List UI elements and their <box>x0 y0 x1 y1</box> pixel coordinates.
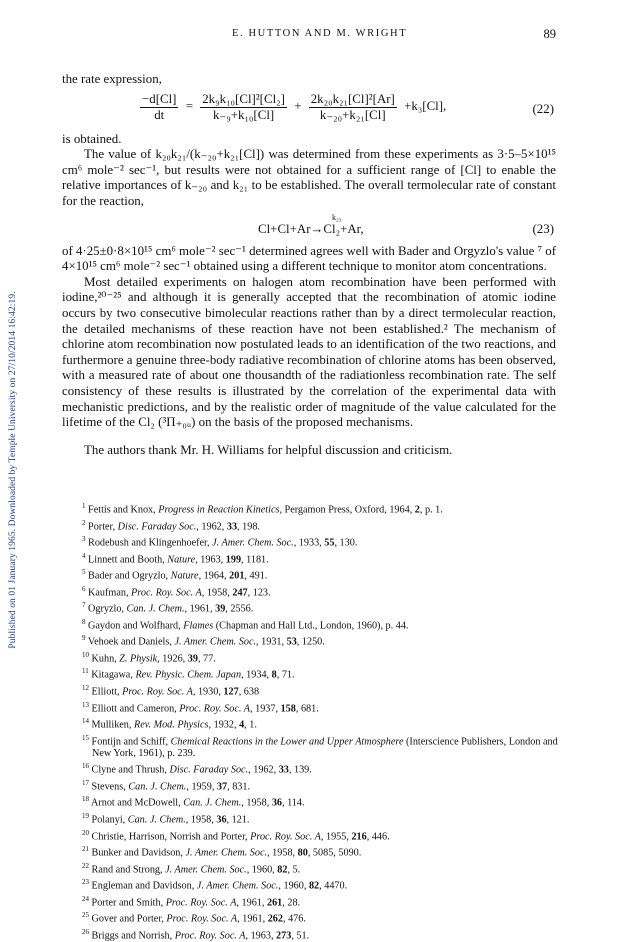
ref-end: , 638 <box>238 686 260 698</box>
ref-rest: , 1960, <box>278 880 309 892</box>
ref-volume: 33 <box>226 520 238 532</box>
ref-authors: Bunker and Davidson, <box>91 847 186 859</box>
ref-number: 1 <box>82 502 86 510</box>
reference-item <box>82 843 562 860</box>
ref-authors: Rodebush and Klingenhoefer, <box>88 537 213 549</box>
ref-volume: 82 <box>277 864 288 876</box>
ref-end: , 5. <box>287 864 301 876</box>
ref-end: , 77. <box>197 653 216 665</box>
ref-number: 7 <box>82 601 86 610</box>
ref-title: Disc. Faraday Soc. <box>117 520 197 532</box>
ref-rest: , 1932, <box>208 719 240 731</box>
ref-volume: 273 <box>276 930 292 942</box>
ref-title: J. Amer. Chem. Soc. <box>174 636 257 648</box>
reference-item <box>82 665 562 682</box>
page-number: 89 <box>543 27 556 41</box>
reference-item <box>82 909 562 926</box>
reference-item <box>82 682 562 699</box>
ref-title: Proc. Roy. Soc. A <box>250 830 321 842</box>
ref-volume: 55 <box>324 537 335 549</box>
eq22-term1-num: 2k₉k₁₀[Cl]²[Cl₂] <box>202 91 285 106</box>
ref-end: , 4470. <box>319 880 348 892</box>
reference-item <box>82 566 562 583</box>
ref-rest: , 1959, <box>186 781 217 793</box>
paragraph-2: of 4·25±0·8×10¹⁵ cm⁶ mole⁻² sec⁻¹ determined agrees well with Bader and Orgyzlo's value ⁷ of 4×10¹⁵ cm⁶ mole⁻² sec⁻¹ obtained using a different technique to monitor atom concentrations. <box>62 243 556 274</box>
ref-authors: Bader and Ogryzlo, <box>88 570 171 582</box>
ref-authors: Porter, <box>88 520 118 532</box>
ref-title: Z. Physik <box>119 653 158 665</box>
ref-end: , 28. <box>282 897 301 909</box>
ref-number: 10 <box>82 650 89 659</box>
ref-number: 24 <box>82 894 89 903</box>
ref-rest: , 1963, <box>245 930 277 942</box>
ref-volume: 53 <box>286 636 297 648</box>
ref-title: Progress in Reaction Kinetics <box>158 504 280 516</box>
ref-end: , 5085, 5090. <box>307 847 362 859</box>
equation-number-23: (23) <box>532 221 554 236</box>
ref-rest: , 1962, <box>248 764 279 776</box>
ref-title: Proc. Roy. Soc. A <box>174 930 246 942</box>
ref-title: Chemical Reactions in the Lower and Upper Atmosphere <box>170 736 404 748</box>
ref-volume: 2 <box>414 504 420 516</box>
ref-volume: 37 <box>216 781 228 793</box>
eq22-term2-num: 2k₂₀k₂₁[Cl]²[Ar] <box>310 91 395 106</box>
ref-authors: Engleman and Davidson, <box>91 880 197 892</box>
ref-authors: Fettis and Knox, <box>88 504 159 516</box>
reference-item <box>82 876 562 893</box>
ref-title: Proc. Roy. Soc. A <box>122 686 193 698</box>
ref-authors: Fontijn and Schiff, <box>91 736 171 748</box>
ref-number: 19 <box>82 812 89 820</box>
ref-volume: 261 <box>266 897 283 909</box>
ref-title: J. Amer. Chem. Soc. <box>212 537 294 549</box>
ref-title: Can. J. Chem. <box>183 797 242 809</box>
reference-item <box>82 760 562 777</box>
ref-rest: , 1930, <box>192 686 224 698</box>
ref-number: 5 <box>82 568 86 577</box>
ref-volume: 262 <box>267 913 283 925</box>
ref-number: 17 <box>82 778 89 787</box>
reference-item <box>82 827 562 844</box>
ref-title: Proc. Roy. Soc. A <box>166 913 238 925</box>
ref-authors: Kuhn, <box>91 653 120 665</box>
ref-title: Can. J. Chem. <box>127 814 186 826</box>
ref-title: Proc. Roy. Soc. A <box>179 702 250 714</box>
ref-number: 6 <box>82 584 86 593</box>
ref-end: , 2556. <box>225 603 254 615</box>
ref-rest: , 1931, <box>256 636 287 648</box>
ref-rest: , 1955, <box>320 830 352 842</box>
ref-number: 25 <box>82 911 89 920</box>
ref-end: , 1250. <box>296 636 325 648</box>
ref-title: Rev. Mod. Physics <box>134 719 209 731</box>
ref-rest: , 1962, <box>196 520 227 532</box>
ref-end: , 71. <box>276 669 295 681</box>
ref-rest: , 1958, <box>185 814 217 826</box>
reference-item <box>82 810 562 827</box>
ref-end: , 476. <box>282 913 306 925</box>
eq22-term1-den: k₋₉+k₁₀[Cl] <box>212 107 275 122</box>
ref-end: , 121. <box>226 814 250 826</box>
ref-end: , 446. <box>366 830 390 842</box>
ref-rest: , 1964, <box>198 570 230 582</box>
reference-item <box>82 926 562 942</box>
ref-authors: Christie, Harrison, Norrish and Porter, <box>91 830 251 842</box>
ref-rest: , 1934, <box>241 669 272 681</box>
ref-end: , 831. <box>227 781 251 793</box>
ref-authors: Mulliken, <box>91 719 134 731</box>
ref-end: , 123. <box>247 587 271 599</box>
reference-item <box>82 649 562 666</box>
obtained-line: is obtained. <box>62 131 122 146</box>
ref-title: Can. J. Chem. <box>126 603 185 615</box>
equation-23 <box>62 210 556 244</box>
running-head: E. HUTTON AND M. WRIGHT <box>232 28 408 39</box>
ref-number: 2 <box>82 518 86 527</box>
reference-item <box>82 616 562 633</box>
reference-list <box>82 500 562 942</box>
ref-end: , 198. <box>237 520 260 532</box>
ref-end: , 681. <box>295 702 319 714</box>
ref-authors: Elliott and Cameron, <box>91 702 180 714</box>
ref-volume: 158 <box>280 702 296 714</box>
reference-item <box>82 777 562 794</box>
reference-item <box>82 715 562 732</box>
ref-authors: Kaufman, <box>88 587 132 599</box>
ref-number: 16 <box>82 762 89 771</box>
eq22-tail: +k₃[Cl], <box>404 99 447 114</box>
ref-number: 26 <box>82 927 89 936</box>
ref-number: 23 <box>82 878 89 887</box>
ref-volume: 82 <box>308 880 320 892</box>
ref-title: Proc. Roy. Soc. A <box>165 897 237 909</box>
eq22-plus: + <box>294 99 302 114</box>
ref-number: 11 <box>82 667 89 676</box>
equation-22 <box>62 88 556 132</box>
reference-item <box>82 550 562 567</box>
ref-end: , 491. <box>244 570 268 582</box>
paragraph-3: Most detailed experiments on halogen atom recombination have been performed with iodine,²⁰⁻²⁵ and although it is generally accepted that the recombination of atomic iodine occurs by two consecutive bimolecular reactions rather than by a direct termolecular reaction, the detailed mechanisms of these reaction have not been established.² The mechanism of chlorine atom recombination now postulated leads to an identification of the two reactions, and furthermore a genuine three-body radiative recombination of chlorine atoms has been observed, with a measured rate of about one thousandth of the radiationless recombination rate. The self consistency of these results is illustrated by the correlation of the experimental data with mechanistic predictions, and by the realistic order of magnitude of the value calculated for the lifetime of the Cl₂ (³Π₊₀ᵤ) on the basis of the proposed mechanisms. <box>62 274 556 430</box>
reference-item <box>82 632 562 649</box>
ref-end: , 130. <box>334 537 358 549</box>
ref-authors: Clyne and Thrush, <box>91 764 170 776</box>
reference-item <box>82 732 562 761</box>
reference-item <box>82 793 562 810</box>
ref-title: Proc. Roy. Soc. A <box>131 587 202 599</box>
ref-end: , 139. <box>288 764 312 776</box>
reference-item <box>82 533 562 550</box>
eq22-term2-den: k₋₂₀+k₂₁[Cl] <box>319 107 386 122</box>
ref-end: , 51. <box>291 930 310 942</box>
ref-authors: Vehoek and Daniels, <box>87 636 175 648</box>
ref-authors: Gover and Porter, <box>91 913 167 925</box>
ref-volume: 36 <box>216 814 227 826</box>
ref-number: 13 <box>82 700 89 709</box>
ref-volume: 247 <box>232 587 248 599</box>
reference-item <box>82 500 562 517</box>
ref-number: 21 <box>82 845 89 854</box>
reference-item <box>82 517 562 534</box>
ref-end: , p. 1. <box>419 504 443 516</box>
ref-volume: 80 <box>297 847 308 859</box>
ref-rest: , Pergamon Press, Oxford, 1964, <box>279 504 415 516</box>
ref-number: 4 <box>82 551 86 560</box>
eq22-lhs <box>140 92 178 123</box>
ref-rest: , 1958, <box>267 847 298 859</box>
ref-rest: , 1961, <box>184 603 216 615</box>
ref-authors: Linnett and Booth, <box>88 554 168 566</box>
ref-title: Can. J. Chem. <box>128 781 187 793</box>
ref-volume: 216 <box>351 830 367 842</box>
ref-end: , 114. <box>282 797 305 809</box>
ref-authors: Gaydon and Wolfhard, <box>88 620 184 632</box>
ref-rest: , 1960, <box>246 864 278 876</box>
ref-volume: 201 <box>229 570 245 582</box>
reference-item <box>82 860 562 877</box>
ref-rest: (Chapman and Hall Ltd., London, 1960), p. 44. <box>213 620 409 632</box>
eq22-term1 <box>200 92 287 123</box>
ref-authors: Polanyi, <box>91 814 128 826</box>
ref-title: Nature <box>170 570 199 582</box>
ref-volume: 127 <box>223 686 239 698</box>
ref-authors: Porter and Smith, <box>91 897 166 909</box>
ref-authors: Briggs and Norrish, <box>91 930 175 942</box>
eq22-equals: = <box>185 99 193 114</box>
ref-rest: , 1958, <box>201 587 233 599</box>
ref-end: , 1. <box>244 719 257 731</box>
reference-item <box>82 893 562 910</box>
ref-volume: 39 <box>187 653 198 665</box>
ref-rest: , 1937, <box>250 702 281 714</box>
reference-item <box>82 699 562 716</box>
ref-rest: (Interscience Publishers, London and New York, 1961), p. 239. <box>92 736 558 760</box>
ref-title: Flames <box>183 620 214 632</box>
ref-number: 15 <box>82 733 89 742</box>
paragraph-1: The value of k₂₀k₂₁/(k₋₂₀+k₂₁[Cl]) was determined from these experiments as 3·5–5×10¹⁵ cm⁶ mole⁻² sec⁻¹, but results were not obtained for a sufficient range of [Cl] to enable the relative importances of k₋₂₀ and k₂₁ to be established. The overall termolecular rate of constant for the reaction, <box>62 147 556 208</box>
equation-number-22: (22) <box>532 101 554 116</box>
ref-number: 22 <box>82 861 89 870</box>
eq22-term2 <box>309 92 397 123</box>
acknowledgement: The authors thank Mr. H. Williams for helpful discussion and criticism. <box>84 442 453 457</box>
ref-volume: 36 <box>271 797 282 809</box>
ref-authors: Arnot and McDowell, <box>90 797 184 809</box>
ref-volume: 39 <box>215 603 226 615</box>
ref-number: 3 <box>82 535 86 544</box>
ref-title: J. Amer. Chem. Soc. <box>185 847 268 859</box>
ref-authors: Elliott, <box>91 686 123 698</box>
ref-title: Rev. Physic. Chem. Japan <box>135 669 242 681</box>
ref-number: 9 <box>82 634 86 643</box>
ref-rest: , 1933, <box>293 537 325 549</box>
body-text <box>62 72 556 458</box>
ref-volume: 8 <box>271 669 277 681</box>
reference-item <box>82 583 562 600</box>
ref-title: J. Amer. Chem. Soc. <box>196 880 279 892</box>
ref-authors: Kitagawa, <box>91 669 136 681</box>
ref-rest: , 1963, <box>195 554 226 566</box>
ref-end: , 1181. <box>241 554 269 566</box>
ref-number: 12 <box>82 684 89 693</box>
ref-title: J. Amer. Chem. Soc. <box>165 864 247 876</box>
download-watermark <box>0 0 26 936</box>
ref-authors: Rand and Strong, <box>91 864 166 876</box>
eq22-lhs-num: −d[Cl] <box>142 91 177 106</box>
eq23-rate-label: k₂₃ <box>332 212 342 222</box>
page-header <box>0 28 624 44</box>
ref-volume: 4 <box>239 719 245 731</box>
ref-title: Nature <box>167 554 196 566</box>
ref-rest: , 1961, <box>236 897 267 909</box>
ref-number: 8 <box>82 617 86 626</box>
eq23-text: Cl+Cl+Ar→Cl₂+Ar, <box>258 221 364 236</box>
ref-rest: , 1958, <box>241 797 272 809</box>
ref-volume: 199 <box>225 554 242 566</box>
ref-volume: 33 <box>278 764 289 776</box>
reference-item <box>82 599 562 616</box>
ref-authors: Stevens, <box>91 781 129 793</box>
ref-title: Disc. Faraday Soc. <box>169 764 249 776</box>
intro-line: the rate expression, <box>62 72 162 86</box>
download-note: Published on 01 January 1965. Downloaded by Temple University on 27/10/2014 16:42:19. <box>8 291 18 649</box>
ref-number: 14 <box>82 717 89 726</box>
ref-number: 20 <box>82 828 89 837</box>
eq22-lhs-den: dt <box>154 107 165 122</box>
ref-authors: Ogryzlo, <box>88 603 127 615</box>
ref-rest: , 1926, <box>157 653 188 665</box>
ref-number: 18 <box>82 795 89 804</box>
ref-rest: , 1961, <box>237 913 268 925</box>
